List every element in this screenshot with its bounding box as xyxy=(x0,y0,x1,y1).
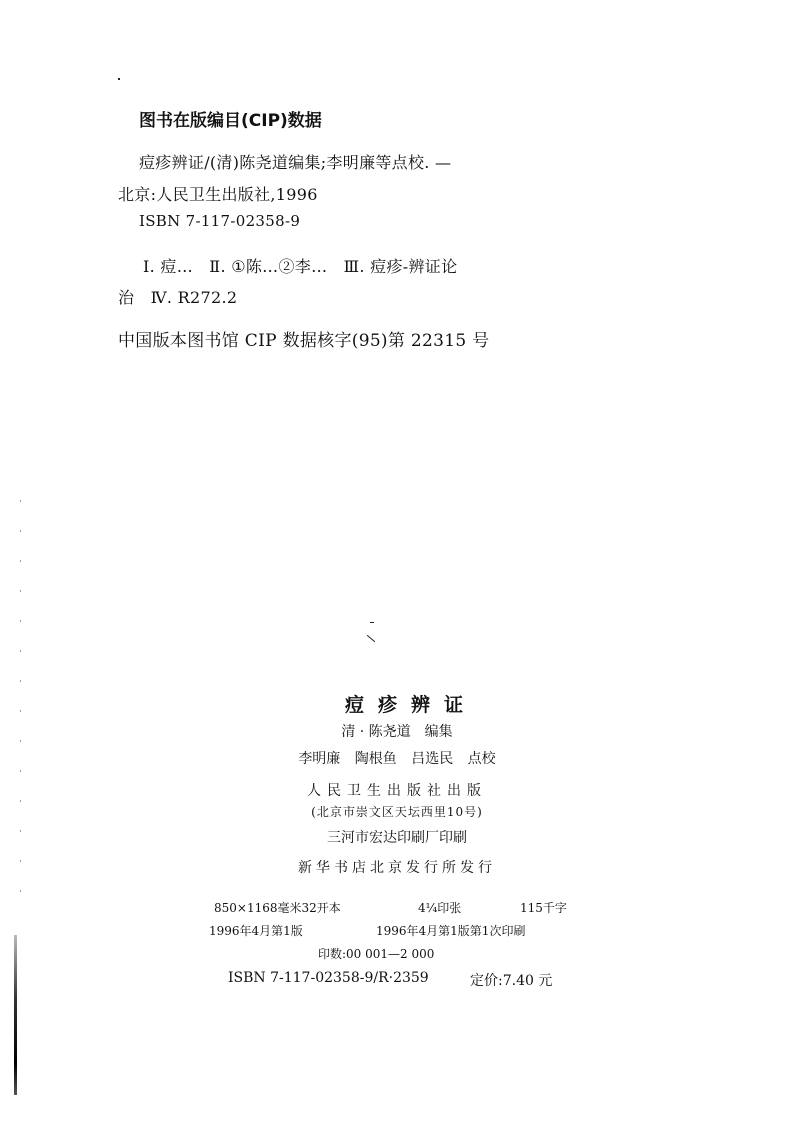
distributor-credit: 新华书店北京发行所发行 xyxy=(298,860,496,876)
printer-credit: 三河市宏达印刷厂印刷 xyxy=(327,830,467,846)
spec-edition: 1996年4月第1版 xyxy=(209,924,303,938)
spec-word-count: 115千字 xyxy=(520,901,567,915)
cip-subject-line: Ⅰ. 痘… Ⅱ. ①陈…②李… Ⅲ. 痘疹-辨证论 xyxy=(143,257,458,276)
spec-format: 850×1168毫米32开本 xyxy=(214,901,341,915)
publisher-address: (北京市崇文区天坛西里10号) xyxy=(311,805,483,819)
cip-classification-line: 治 Ⅳ. R272.2 xyxy=(118,288,238,307)
scan-edge-dots xyxy=(20,500,21,900)
scan-speck xyxy=(370,622,374,623)
spec-isbn: ISBN 7-117-02358-9/R·2359 xyxy=(228,970,429,986)
book-title: 痘疹辨证 xyxy=(344,694,477,716)
cip-publisher-line: 北京:人民卫生出版社,1996 xyxy=(118,185,318,204)
scan-speck xyxy=(118,78,120,80)
cip-isbn-line: ISBN 7-117-02358-9 xyxy=(139,212,301,230)
cip-title-line: 痘疹辨证/(清)陈尧道编集;李明廉等点校. — xyxy=(139,153,452,172)
scan-speck xyxy=(367,635,375,642)
spec-price: 定价:7.40 元 xyxy=(470,973,553,989)
scan-edge-shadow xyxy=(14,935,17,1095)
spec-printing: 1996年4月第1版第1次印刷 xyxy=(376,924,526,938)
cip-record-number: 中国版本图书馆 CIP 数据核字(95)第 22315 号 xyxy=(118,331,490,351)
editor-credit: 清 · 陈尧道 编集 xyxy=(341,724,453,740)
publisher-credit: 人民卫生出版社出版 xyxy=(307,783,487,799)
spec-sheets: 4¼印张 xyxy=(418,901,462,915)
spec-print-run: 印数:00 001—2 000 xyxy=(318,947,435,961)
cip-heading: 图书在版编目(CIP)数据 xyxy=(139,111,322,131)
proofreader-credit: 李明廉 陶根鱼 吕选民 点校 xyxy=(298,751,496,767)
